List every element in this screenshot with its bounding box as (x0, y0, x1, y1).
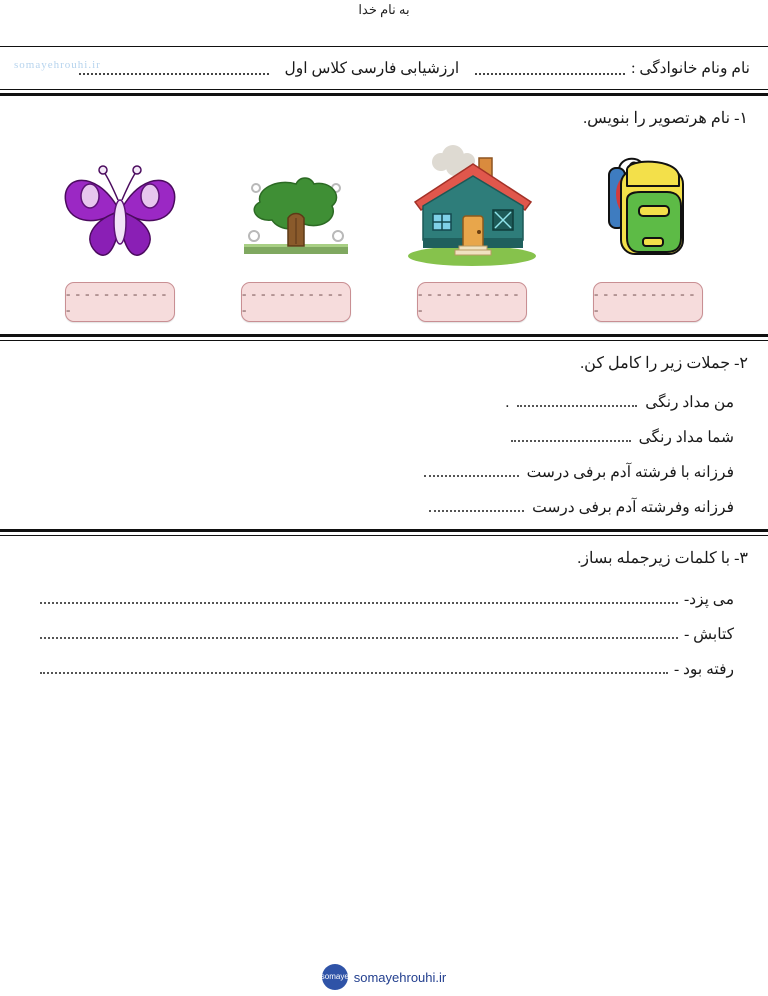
backpack-icon (573, 138, 723, 268)
name-label: نام ونام خانوادگی : (631, 59, 750, 77)
sentence-4 (0, 484, 768, 519)
sentence-2 (0, 414, 768, 449)
watermark-top: somayehrouhi.ir (14, 59, 101, 71)
picture-cell-house (397, 138, 547, 322)
name-input-line[interactable] (475, 61, 625, 75)
student-name-row (0, 47, 768, 89)
worksheet-title: ارزشیابی فارسی کلاس اول (284, 59, 460, 77)
house-icon (397, 138, 547, 268)
q3-item-3-line[interactable] (40, 660, 668, 674)
sentence-1-blank[interactable] (517, 394, 637, 407)
sentence-3 (0, 449, 768, 484)
sentence-1 (0, 379, 768, 414)
footer-watermark (0, 964, 768, 990)
site-badge-icon: somaye (322, 964, 348, 990)
answer-box-backpack[interactable]: - - - - - - - - - - - - (593, 282, 703, 322)
sentence-4-text: فرزانه وفرشته آدم برفی درست (532, 499, 734, 516)
sentence-4-blank[interactable] (429, 499, 524, 512)
q3-item-2-word: کتابش - (684, 626, 734, 643)
answer-box-house[interactable]: - - - - - - - - - - - - (417, 282, 527, 322)
sentence-2-blank[interactable] (511, 429, 631, 442)
q3-item-2-line[interactable] (40, 625, 678, 639)
q3-item-1-word: می پزد- (683, 591, 734, 608)
q3-item-3 (0, 644, 768, 679)
site-url-text: somayehrouhi.ir (353, 969, 447, 985)
picture-cell-backpack (573, 138, 723, 322)
q3-item-1-line[interactable] (40, 590, 678, 604)
sentence-1-tail: . (505, 394, 510, 411)
q3-item-1 (0, 574, 768, 609)
sentence-1-text: من مداد رنگی (645, 394, 734, 411)
answer-box-butterfly[interactable]: - - - - - - - - - - - - (65, 282, 175, 322)
picture-cell-butterfly (45, 138, 195, 322)
question-3-label: ۳- با کلمات زیرجمله بساز. (577, 550, 748, 567)
answer-box-tree[interactable]: - - - - - - - - - - - - (241, 282, 351, 322)
sentence-3-text: فرزانه با فرشته آدم برفی درست (526, 464, 734, 481)
picture-cell-tree (221, 138, 371, 322)
question-1-pictures (0, 134, 768, 334)
sentence-3-blank[interactable] (424, 464, 519, 477)
question-2-label: ۲- جملات زیر را کامل کن. (580, 355, 748, 372)
header-spacer (0, 18, 768, 46)
bismillah-text: به نام خدا (358, 2, 410, 17)
tree-icon (221, 138, 371, 268)
butterfly-icon (45, 138, 195, 268)
title-trailing-line (79, 61, 269, 75)
q3-item-2 (0, 609, 768, 644)
sentence-2-text: شما مداد رنگی (638, 429, 734, 446)
question-1-label: ۱- نام هرتصویر را بنویس. (583, 110, 748, 127)
q3-item-3-word: رفته بود - (673, 661, 734, 678)
